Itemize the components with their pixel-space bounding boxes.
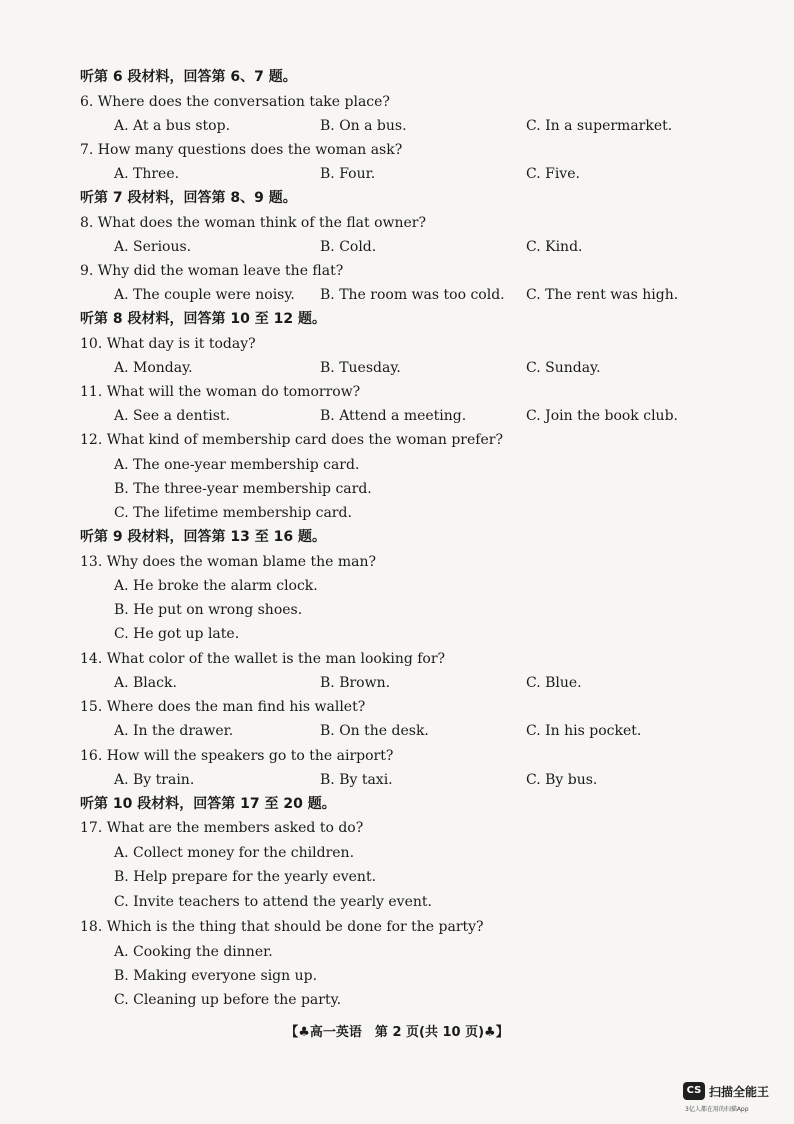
section-heading-9: 听第 9 段材料，回答第 13 至 16 题。 [80,529,326,545]
section-heading-7: 听第 7 段材料，回答第 8、9 题。 [80,190,297,206]
question-15-options [114,722,774,740]
question-18-option-c: C. Cleaning up before the party. [114,992,342,1008]
question-12-option-a: A. The one-year membership card. [114,457,360,473]
question-7-options [114,165,774,183]
question-17-option-c: C. Invite teachers to attend the yearly event. [114,894,432,910]
question-18-option-a: A. Cooking the dinner. [114,944,273,960]
question-12-option-c: C. The lifetime membership card. [114,505,352,521]
option-c: C. Kind. [526,239,583,255]
option-a: A. Black. [114,675,177,691]
option-c: C. Sunday. [526,360,601,376]
option-a: A. See a dentist. [114,408,231,424]
question-10-options [114,359,774,377]
question-14-options [114,674,774,692]
option-b: B. By taxi. [320,772,393,788]
option-b: B. Tuesday. [320,360,401,376]
option-c: C. By bus. [526,772,598,788]
option-c: C. The rent was high. [526,287,679,303]
question-9: 9. Why did the woman leave the flat? [80,263,344,279]
question-13-option-b: B. He put on wrong shoes. [114,602,303,618]
question-17: 17. What are the members asked to do? [80,820,364,836]
question-16-options [114,771,774,789]
logo-tagline: 3亿人都在用的扫描App [685,1106,749,1113]
option-b: B. On the desk. [320,723,429,739]
option-c: C. Blue. [526,675,582,691]
option-b: B. Cold. [320,239,377,255]
question-17-option-a: A. Collect money for the children. [114,845,355,861]
option-a: A. In the drawer. [114,723,234,739]
question-12: 12. What kind of membership card does the woman prefer? [80,432,503,448]
question-15: 15. Where does the man find his wallet? [80,699,366,715]
question-17-option-b: B. Help prepare for the yearly event. [114,869,377,885]
question-14: 14. What color of the wallet is the man looking for? [80,651,446,667]
option-a: A. The couple were noisy. [114,287,295,303]
option-c: C. Join the book club. [526,408,678,424]
question-8-options [114,238,774,256]
page-footer: 【♣高一英语 第 2 页(共 10 页)♣】 [285,1025,509,1040]
question-9-options [114,286,774,304]
option-b: B. Four. [320,166,376,182]
option-b: B. On a bus. [320,118,407,134]
option-b: B. Attend a meeting. [320,408,467,424]
option-c: C. Five. [526,166,580,182]
option-a: A. Serious. [114,239,192,255]
option-a: A. Three. [114,166,180,182]
option-a: A. At a bus stop. [114,118,231,134]
question-6-options [114,117,774,135]
question-18-option-b: B. Making everyone sign up. [114,968,318,984]
section-heading-10: 听第 10 段材料，回答第 17 至 20 题。 [80,796,336,812]
question-6: 6. Where does the conversation take place? [80,94,390,110]
option-b: B. Brown. [320,675,391,691]
option-a: A. By train. [114,772,195,788]
section-heading-6: 听第 6 段材料，回答第 6、7 题。 [80,69,297,85]
question-12-option-b: B. The three-year membership card. [114,481,372,497]
question-11: 11. What will the woman do tomorrow? [80,384,361,400]
question-18: 18. Which is the thing that should be done for the party? [80,919,484,935]
option-c: C. In his pocket. [526,723,642,739]
option-c: C. In a supermarket. [526,118,673,134]
question-13: 13. Why does the woman blame the man? [80,554,376,570]
cs-logo-icon: CS [683,1082,705,1100]
logo-app-name: 扫描全能王 [709,1085,770,1099]
question-8: 8. What does the woman think of the flat owner? [80,215,427,231]
question-16: 16. How will the speakers go to the airport? [80,748,394,764]
option-a: A. Monday. [114,360,193,376]
question-10: 10. What day is it today? [80,336,256,352]
scanner-watermark-logo [683,1080,787,1116]
question-13-option-c: C. He got up late. [114,626,240,642]
section-heading-8: 听第 8 段材料，回答第 10 至 12 题。 [80,311,326,327]
question-13-option-a: A. He broke the alarm clock. [114,578,318,594]
question-7: 7. How many questions does the woman ask? [80,142,403,158]
option-b: B. The room was too cold. [320,287,505,303]
question-11-options [114,407,774,425]
